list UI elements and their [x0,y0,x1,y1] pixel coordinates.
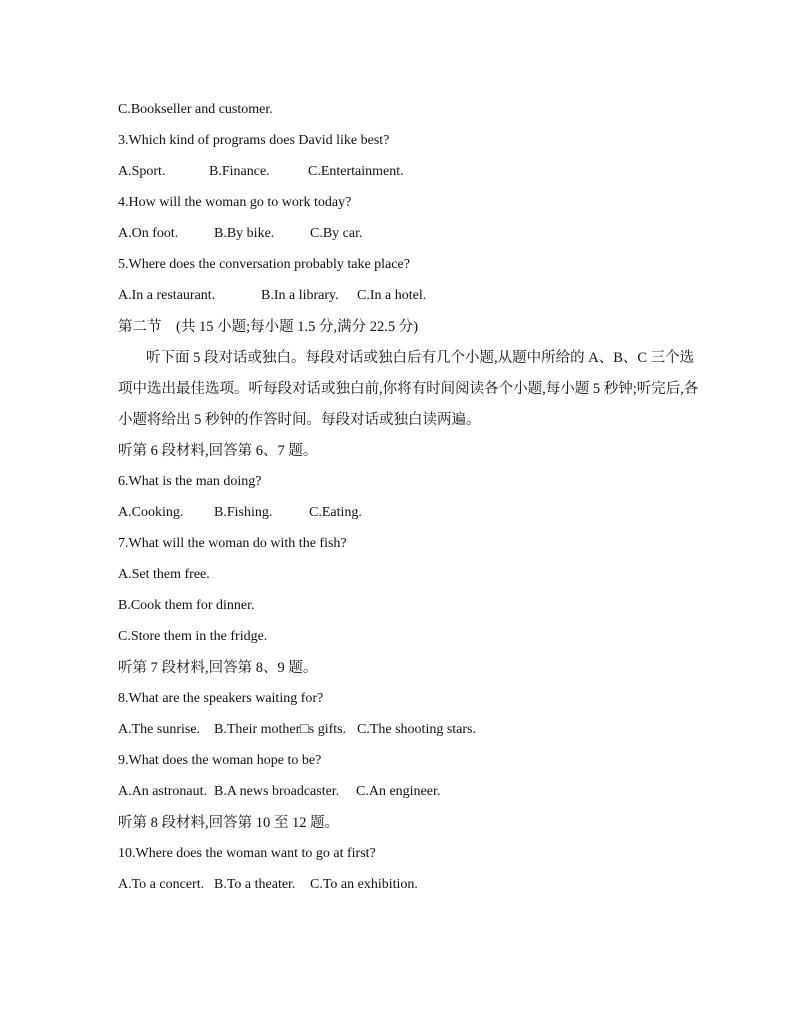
question-4: 4.How will the woman go to work today? [118,195,352,210]
section-instructions-line-2: 项中选出最佳选项。听每段对话或独白前,你将有时间阅读各个小题,每小题 5 秒钟;听完后,各 [118,381,699,397]
option-c: C.An engineer. [356,784,441,799]
exam-content [118,100,718,906]
section-heading: 第二节 (共 15 小题;每小题 1.5 分,满分 22.5 分) [118,319,419,335]
option-a: A.On foot. [118,226,179,241]
option-b: B.Fishing. [214,505,273,520]
question-5-options [118,286,718,317]
option-a: A.In a restaurant. [118,288,216,303]
option-b: B.A news broadcaster. [214,784,340,799]
section-instructions-line-3: 小题将给出 5 秒钟的作答时间。每段对话或独白读两遍。 [118,412,481,428]
section-instructions-line-1: 听下面 5 段对话或独白。每段对话或独白后有几个小题,从题中所给的 A、B、C 三个选 [146,350,695,366]
question-8-options [118,720,718,751]
material-6-heading: 听第 6 段材料,回答第 6、7 题。 [118,443,318,459]
option-c: C.Entertainment. [308,164,404,179]
question-5: 5.Where does the conversation probably take place? [118,257,410,272]
question-7-option-a: A.Set them free. [118,567,210,582]
material-7-heading: 听第 7 段材料,回答第 8、9 题。 [118,660,318,676]
option-b: B.To a theater. [214,877,296,892]
question-7-option-b: B.Cook them for dinner. [118,598,255,613]
question-6: 6.What is the man doing? [118,474,262,489]
option-b: B.By bike. [214,226,275,241]
material-8-heading: 听第 8 段材料,回答第 10 至 12 题。 [118,815,340,831]
option-a: A.The sunrise. [118,722,201,737]
question-10-options [118,875,718,906]
option-c: C.To an exhibition. [310,877,418,892]
question-3-options [118,162,718,193]
option-b: B.Finance. [209,164,270,179]
question-8: 8.What are the speakers waiting for? [118,691,324,706]
option-a: A.An astronaut. [118,784,208,799]
option-b: B.Their mother□s gifts. [214,722,347,737]
option-a: A.Cooking. [118,505,184,520]
option-a: A.To a concert. [118,877,205,892]
option-c: C.Eating. [309,505,362,520]
question-3: 3.Which kind of programs does David like best? [118,133,390,148]
question-9: 9.What does the woman hope to be? [118,753,322,768]
option-c: C.The shooting stars. [357,722,476,737]
option-c: C.In a hotel. [357,288,427,303]
option-c: C.By car. [310,226,363,241]
question-4-options [118,224,718,255]
answer-option: C.Bookseller and customer. [118,102,273,117]
question-6-options [118,503,718,534]
question-10: 10.Where does the woman want to go at first? [118,846,376,861]
option-b: B.In a library. [261,288,339,303]
question-7-option-c: C.Store them in the fridge. [118,629,268,644]
option-a: A.Sport. [118,164,166,179]
question-7: 7.What will the woman do with the fish? [118,536,347,551]
question-9-options [118,782,718,813]
